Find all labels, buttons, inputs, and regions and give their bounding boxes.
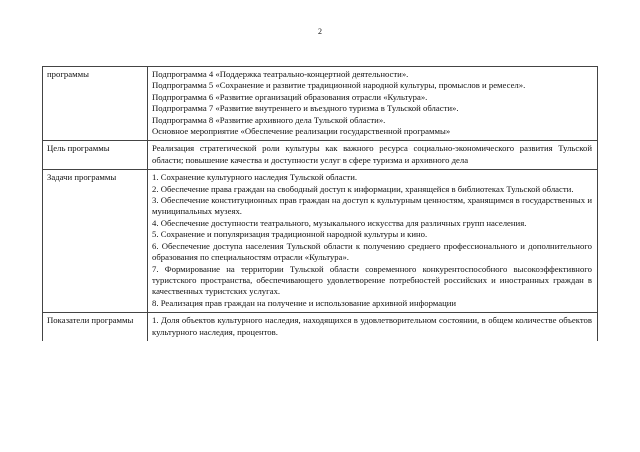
list-item: 3. Обеспечение конституционных прав граждан на доступ к культурным ценностям, хранящимся в государственных и муниципальных музеях. xyxy=(152,195,592,217)
list-item: 6. Обеспечение доступа населения Тульской области к получению среднего профессионального и дополнительного образования по специальностям отрасли «Культура». xyxy=(152,240,592,263)
list-item: 8. Реализация прав граждан на получение и использование архивной информации xyxy=(152,297,457,308)
row-label: Цель программы xyxy=(43,141,148,170)
row-value xyxy=(148,170,598,313)
list-item: Подпрограмма 8 «Развитие архивного дела Тульской области». xyxy=(152,114,386,125)
list-item: Основное мероприятие «Обеспечение реализации государственной программы» xyxy=(152,126,451,137)
list-item: 1. Доля объектов культурного наследия, находящихся в удовлетворительном состоянии, в общем количестве объектов культурного наследия, процентов. xyxy=(152,315,592,337)
row-label: Показатели программы xyxy=(43,313,148,341)
row-label: программы xyxy=(43,67,148,141)
list-item: Реализация стратегической роли культуры как важного ресурса социально-экономического развития Тульской области; повышение качества и доступности услуг в сфере туризма и архивного дела xyxy=(152,143,592,165)
row-value xyxy=(148,141,598,170)
page-number: 2 xyxy=(318,27,322,36)
row-label: Задачи программы xyxy=(43,170,148,313)
list-item: 7. Формирование на территории Тульской области современного конкурентоспособного высокоэффективного туристского пространства, обеспечивающего удовлетворение потребностей российских и иностранных граждан в качественных туристских услугах. xyxy=(152,263,592,297)
row-value xyxy=(148,313,598,341)
list-item: 4. Обеспечение доступности театрального, музыкального искусства для различных групп населения. xyxy=(152,217,527,228)
program-passport-table xyxy=(42,66,598,341)
list-item: Подпрограмма 5 «Сохранение и развитие традиционной народной культуры, промыслов и ремесел». xyxy=(152,80,526,91)
row-value xyxy=(148,67,598,141)
table-row xyxy=(43,141,598,170)
list-item: Подпрограмма 4 «Поддержка театрально-концертной деятельности». xyxy=(152,69,409,79)
list-item: Подпрограмма 6 «Развитие организаций образования отрасли «Культура». xyxy=(152,91,428,102)
list-item: 2. Обеспечение права граждан на свободный доступ к информации, хранящейся в библиотеках Тульской области. xyxy=(152,183,574,194)
table-row xyxy=(43,313,598,341)
table-row xyxy=(43,170,598,313)
list-item: 5. Сохранение и популяризация традиционной народной культуры и кино. xyxy=(152,229,428,240)
table-row xyxy=(43,67,598,141)
list-item: Подпрограмма 7 «Развитие внутреннего и въездного туризма в Тульской области». xyxy=(152,103,459,114)
list-item: 1. Сохранение культурного наследия Тульской области. xyxy=(152,172,358,183)
